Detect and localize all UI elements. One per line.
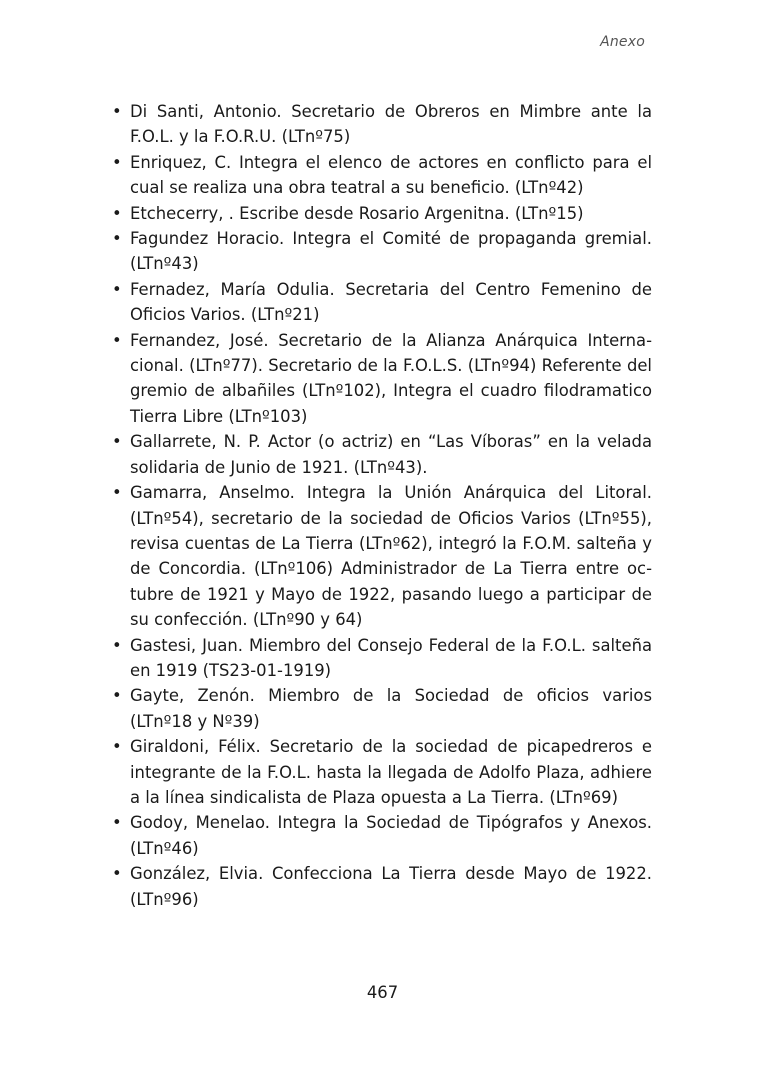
list-item — [112, 201, 652, 226]
page-number: 467 — [366, 983, 399, 1002]
entry-text: Enriquez, C. Integra el elenco de actores en conflicto para el cual se realiza una obra teatral a su beneficio. (LTnº42) — [130, 152, 652, 198]
entry-text: Fernandez, José. Secretario de la Alianza Anárquica Internacional. (LTnº77). Secretario de la F.O.L.S. (LTnº94) Referente del gremio de albañiles (LTnº102), Integra el cuadro filodramatico Tierra Libre (LTnº103) — [130, 330, 652, 426]
running-header: Anexo — [600, 34, 645, 50]
list-item — [112, 683, 652, 734]
bullet-icon: • — [112, 152, 122, 172]
entry-text: Fagundez Horacio. Integra el Comité de propaganda gremial. (LTnº43) — [130, 229, 652, 274]
list-item — [112, 633, 652, 684]
entry-text: Fernadez, María Odulia. Secretaria del Centro Femenino de Oficios Varios. (LTnº21) — [130, 279, 652, 325]
list-item — [112, 277, 652, 328]
list-item — [112, 734, 652, 810]
entry-text: Godoy, Menelao. Integra la Sociedad de Tipógrafos y Anexos. (LTnº46) — [130, 813, 652, 858]
bullet-icon: • — [112, 330, 122, 350]
list-item — [112, 861, 652, 912]
bullet-icon: • — [112, 483, 122, 503]
bullet-icon: • — [112, 432, 122, 452]
bullet-icon: • — [112, 737, 122, 757]
bullet-icon: • — [112, 279, 122, 299]
bullet-icon: • — [112, 102, 122, 121]
bullet-icon: • — [112, 229, 122, 249]
entry-text: Di Santi, Antonio. Secretario de Obreros en Mimbre ante la F.O.L. y la F.O.R.U. (LTnº75) — [130, 102, 652, 147]
list-item — [112, 480, 652, 632]
entry-text: González, Elvia. Confecciona La Tierra desde Mayo de 1922. (LTnº96) — [130, 864, 652, 909]
name-index-list — [112, 99, 652, 912]
entry-text: Giraldoni, Félix. Secretario de la sociedad de picapedreros e integrante de la F.O.L. hasta la llegada de Adolfo Plaza, adhiere a la línea sindicalista de Plaza opuesta a La Tierra. (LTnº69) — [130, 737, 652, 807]
entry-text: Gayte, Zenón. Miembro de la Sociedad de oficios varios (LTnº18 y Nº39) — [130, 686, 652, 731]
list-item — [112, 328, 652, 430]
list-item — [112, 226, 652, 277]
list-item — [112, 429, 652, 480]
bullet-icon: • — [112, 686, 122, 706]
bullet-icon: • — [112, 635, 122, 655]
entry-text: Gallarrete, N. P. Actor (o actriz) en “Las Víboras” en la velada solidaria de Junio de 1921. (LTnº43). — [130, 432, 652, 477]
bullet-icon: • — [112, 813, 122, 833]
entry-text: Etchecerry, . Escribe desde Rosario Argenitna. (LTnº15) — [130, 203, 584, 223]
bullet-icon: • — [112, 864, 122, 884]
list-item — [112, 810, 652, 861]
entry-text: Gastesi, Juan. Miembro del Consejo Federal de la F.O.L. salteña en 1919 (TS23-01-1919) — [130, 635, 652, 680]
entry-text: Gamarra, Anselmo. Integra la Unión Anárquica del Litoral. (LTnº54), secretario de la sociedad de Oficios Varios (LTnº55), revisa cuentas de La Tierra (LTnº62), integró la F.O.M. salteña y de Concordia. (LTnº106) Administrador de La Tierra entre octubre de 1921 y Mayo de 1922, pasando luego a participar de su confección. (LTnº90 y 64) — [130, 483, 652, 630]
bullet-icon: • — [112, 203, 122, 223]
list-item — [112, 99, 652, 150]
list-item — [112, 150, 652, 201]
